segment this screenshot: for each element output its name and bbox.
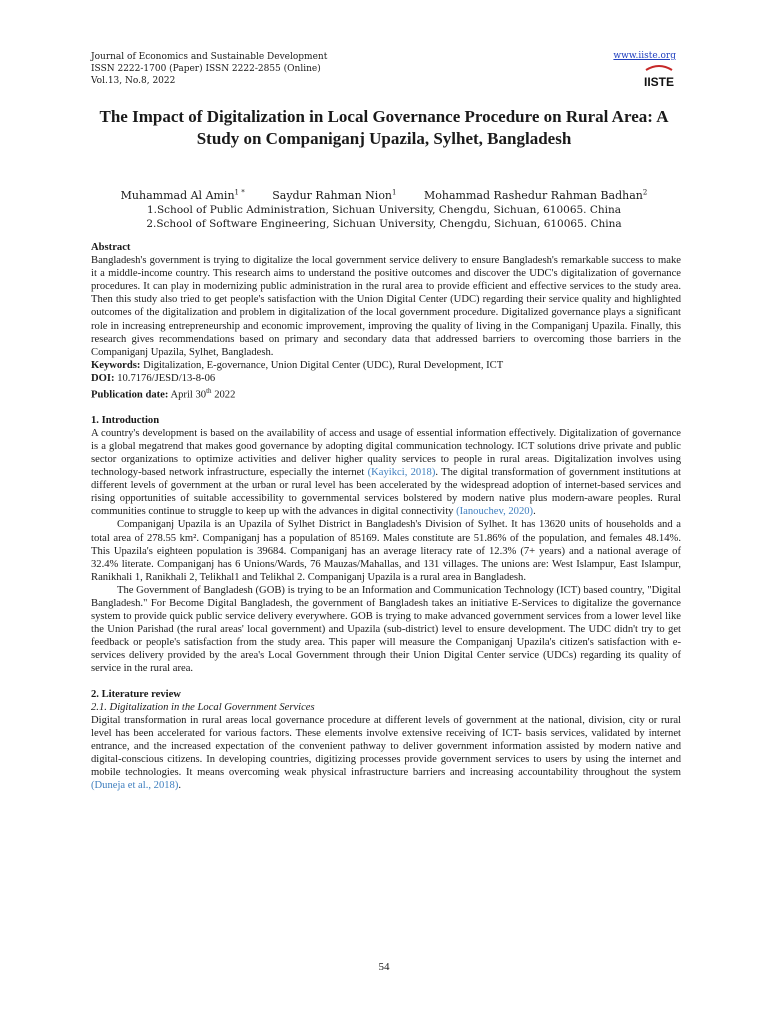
journal-volume: Vol.13, No.8, 2022 bbox=[91, 76, 176, 86]
affiliation: 1.School of Public Administration, Sichuan University, Chengdu, Sichuan, 610065. China bbox=[146, 203, 622, 216]
intro-paragraph: The Government of Bangladesh (GOB) is trying to be an Information and Communication Technology (ICT) based country, "Digital Bangladesh." For Become Digital Bangladesh, the government of Bangladesh takes an initiative E-Services to digitalize the governance system to provide quick public service delivery everywhere. GOB is trying to make advanced government services from a lower level like the Union Parishad (the rural areas' local government) and Upazila (sub-district) level to ensure development. The UDC didn't try to get feedback or people's satisfaction from the study area. This paper will measure the Companiganj Upazila's citizen's satisfaction with e-services delivery provided by the area's Local Government through their Union Digital Center service (UDCs) regarding its quality of service in the rural area. bbox=[91, 584, 681, 675]
intro-paragraph: A country's development is based on the availability of access and usage of essential information effectively. Digitalization of governance is a global megatrend that makes good governance by adopting digital communication technology. ICT solutions drive private and public sector organizations to optimize activities and deliver higher quality services to people in rural areas. Digitalization involves using technology-based network infrastructure, especially the internet (Kayikci, 2018). The digital transformation of government institutions at different levels of government at the urban or rural level has been accelerated by the widespread adoption of internet-based services and rising opportunities of suitable accessibility to governmental services bolstered by modern native plus modern-aware peoples. Rural communities continue to struggle to keep up with the advances in digital connectivity (Ianouchev, 2020). bbox=[91, 427, 682, 518]
literature-paragraph: Digital transformation in rural areas local governance procedure at different levels of government at the national, division, city or rural level has been accelerated for various factors. These elements involve extensive receiving of ICT- basis services, validated by internet entrance, and the increased expectation of the convenient pathway to deliver government information assisted by modern native and digital-conscious citizens. In developing countries, digitizing processes provide government services to users by using the internet and mobile technologies. It means overcoming weak physical infrastructure barriers and increasing accountability throughout the system (Duneja et al., 2018). bbox=[91, 714, 681, 792]
citation-link[interactable]: (Ianouchev, 2020) bbox=[456, 506, 534, 518]
paper-title: The Impact of Digitalization in Local Governance Procedure on Rural Area: A Study on Companiganj Upazila, Sylhet, Bangladesh bbox=[99, 107, 669, 148]
journal-header bbox=[91, 51, 327, 87]
paper-body bbox=[91, 241, 681, 792]
author: Muhammad Al Amin$^{1 *}$ bbox=[120, 188, 245, 202]
publication-date: Publication date: April 30th 2022 bbox=[91, 387, 236, 401]
author: Saydur Rahman Nion$^1$ bbox=[272, 188, 397, 202]
intro-paragraph: Companiganj Upazila is an Upazila of Sylhet District in Bangladesh's Division of Sylhet. It has 13620 units of households and a total area of 278.55 km². Companiganj has a population of 85169. Males constitute are 51.86% of the population, and females 48.14%. This Upazila's eighteen population is 39684. Companiganj has an average literacy rate of 12.3% (7+ years) and a national average of 32.4% literate. Companiganj has 6 Unions/Wards, 76 Mauzas/Mahallas, and 131 villages. The unions are: West Islampur, East Islampur, Ranikhali 1, Ranikhali 2, Telikhal1 and Telikhal 2. Companiganj Upazila is a rural area in Bangladesh. bbox=[91, 519, 681, 583]
section-heading-literature: 2. Literature review bbox=[91, 688, 181, 700]
subsection-heading: 2.1. Digitalization in the Local Government Services bbox=[91, 701, 315, 713]
abstract-text: Bangladesh's government is trying to digitalize the local government service delivery to ensure Bangladesh's remarkable success to make it a middle-income country. This research aims to understand the positive outcomes and discover the UDC's digitalization of governance procedures. It can play in modernizing public administration in the rural area to provide efficient and effective services to the study area. Then this study also tried to get people's satisfaction with the Union Digital Center (UDC) regarding their service quality and highlighted outcomes of the digitalization and problem in digitalization of the local government procedure. Digitalized governance plays a significant role in increasing entrepreneurship and economic improvement, improving the quality of living in the Companiganj Upazila. Finally, this research gives recommendations based on primary and secondary data that addressed barriers to overcoming those barriers in the Companiganj Upazila, Sylhet, Bangladesh. bbox=[91, 255, 681, 358]
abstract-heading: Abstract bbox=[91, 242, 131, 253]
iiste-logo bbox=[642, 64, 676, 90]
keywords: Keywords: Digitalization, E-governance, Union Digital Center (UDC), Rural Development, ICT bbox=[91, 359, 504, 371]
section-heading-introduction: 1. Introduction bbox=[91, 414, 160, 426]
citation-link[interactable]: (Duneja et al., 2018) bbox=[91, 780, 179, 792]
journal-issn: ISSN 2222-1700 (Paper) ISSN 2222-2855 (Online) bbox=[91, 64, 321, 74]
doi: DOI: 10.7176/JESD/13-8-06 bbox=[91, 372, 216, 384]
author-list bbox=[92, 185, 676, 203]
citation-link[interactable]: (Kayikci, 2018) bbox=[367, 467, 436, 479]
page-number: 54 bbox=[378, 961, 390, 973]
svg-text:IISTE: IISTE bbox=[643, 75, 675, 89]
affiliation: 2.School of Software Engineering, Sichuan University, Chengdu, Sichuan, 610065. China bbox=[146, 217, 622, 230]
author: Mohammad Rashedur Rahman Badhan$^2$ bbox=[424, 188, 648, 202]
author-block bbox=[92, 185, 676, 231]
journal-url-link[interactable]: www.iiste.org bbox=[613, 51, 676, 61]
journal-name: Journal of Economics and Sustainable Development bbox=[91, 52, 328, 62]
